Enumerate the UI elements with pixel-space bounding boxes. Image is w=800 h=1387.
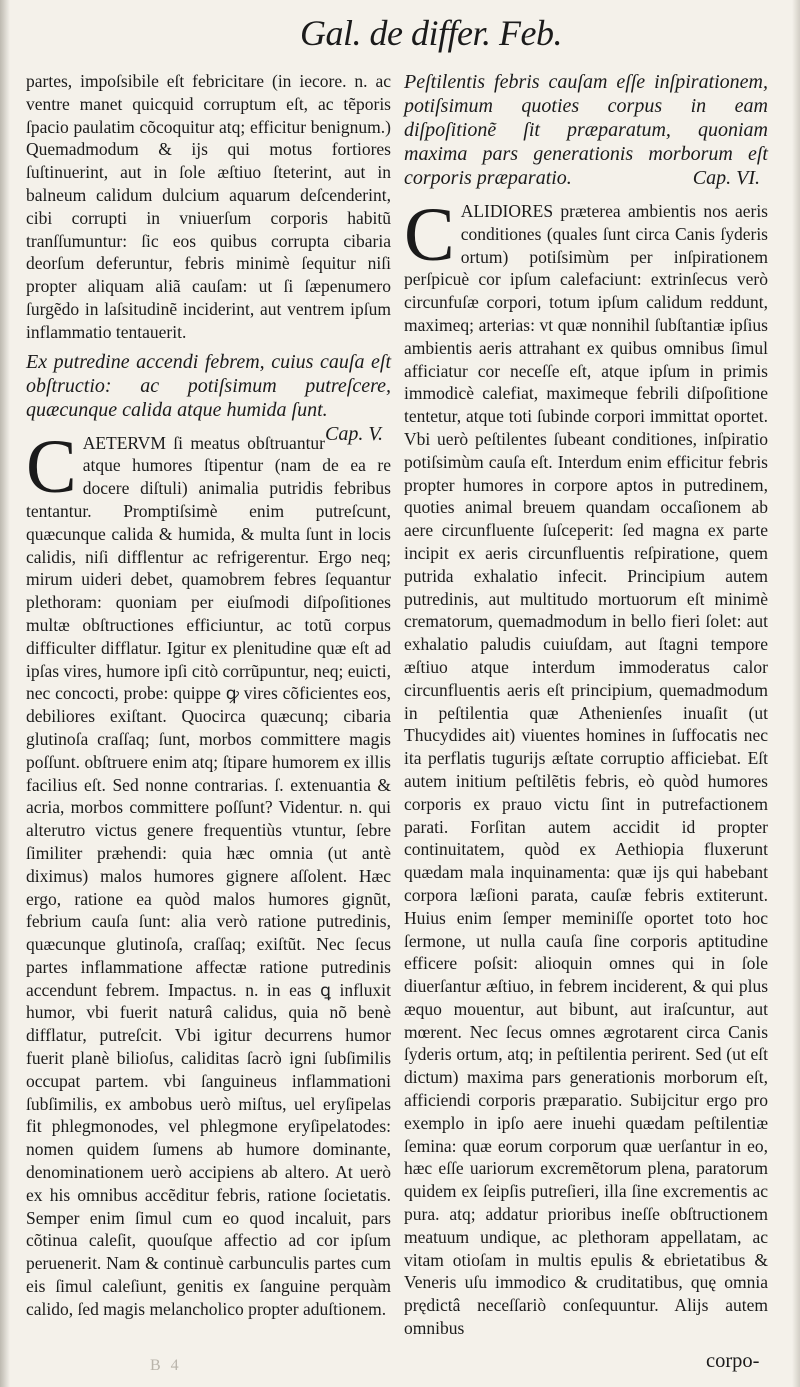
chapter-vi-heading xyxy=(404,70,768,190)
chapter-v-number: Cap. V. xyxy=(325,422,383,445)
chapter-vi-lead-word: ALIDIORES xyxy=(460,201,554,221)
chapter-vi-heading-text: Peſtilentis febris cauſam eſſe inſpirationem, potiſsimum quoties corpus in eam diſpoſitionẽ ſit præparatum, quoniam maxima pars generationis morborum eſt corporis præparatio. xyxy=(404,71,768,189)
chapter-vi-body xyxy=(404,193,768,1340)
right-column xyxy=(404,70,768,1340)
drop-cap: C xyxy=(404,193,455,277)
chapter-vi-text: præterea ambientis nos aeris conditiones (quales ſunt circa Canis ſyderis ortum) potiſsimùm per inſpirationem perſpicuè cor ipſum calefaciunt: extrinſecus verò circunfuſæ corpori, totum ipſum calidum reddunt, maximeq; arterias: vt quæ nonnihil ſubſtantiæ ipſius ambientis aeris attrahant ex quibus omnibus ſimul afficiatur cor neceſſe eſt, atque ipſum in primis immodicè calefiat, maximeque febrili diſpoſitione tentetur, atque toti ſubinde corpori immittat oportet. Vbi uerò peſtilentes ſubeant conditiones, inſpiratio potiſsimùm cauſa eſt. Interdum enim efficitur febris propter humores in corpore aptos in putredinem, quoties animal breuem quandam occaſionem ab aere circunfluente ſuſceperit: ſed magna ex parte incipit ex aeris circunfluentis reſpiratione, quem putrida exhalatio infecit. Principium autem putredinis, aut multitudo mortuorum eſt minimè crematorum, quemadmodum in bello fieri ſolet: aut exhalatio paludis cuiuſdam, aut ſtagni tempore æſtiuo atque interdum immoderatus calor circunfluentis aeris eſt principium, quemadmodum in peſtilentia quæ Athenienſes inuaſit (ut Thucydides ait) viuentes homines in ſuffocatis nec ita perflatis tugurijs æſtate corruptio afficiebat. Eſt autem initium peſtilẽtis febris, eò quòd humores corporis ex prauo victu ſint in putrefactionem parati. Forſitan autem accidit id propter continuitatem, quòd ex Aethiopia fluxerunt quædam mala inquinamenta: quæ ijs qui habebant corpora læſioni parata, cauſæ febris extiterunt. Huius enim ſemper meminiſſe oportet toto hoc ſermone, ut nulla cauſa ſine corporis aptitudine efficere poſsit: alioquin omnes qui in ſole diuerſantur æſtiuo, in febrem inciderent, & qui plus æquo mouentur, aut bibunt, aut iraſcuntur, aut mœrent. Nec ſecus omnes ægrotarent circa Canis ſyderis ortum, atq; in peſtilentia perirent. Sed (ut eſt dictum) maxima pars generationis morborum eſt, afficiendi corporis præparatio. Subijcitur ergo pro exemplo in ipſo aere inuehi quædam peſtilentiæ ſemina: quæ eorum corporum quæ uerſantur in eo, hæc eſſe uariorum excremẽtorum plena, paratorum quidem ex ſeipſis putreſieri, illa ſine excrementis ac pura. atq; addatur prioribus ineſſe obſtructionem meatuum undique, ac plethoram appellatam, ac vitam otioſam in multis epulis & ebrietatibus & Veneris uſu immodico & cruditatibus, quę omnia prędictâ neceſſariò conſequuntur. Alijs autem omnibus xyxy=(404,201,768,1339)
chapter-v-heading-text: Ex putredine accendi febrem, cuius cauſa eſt obſtructio: ac potiſsimum putreſcere, quæcunque calida atque humida ſunt. xyxy=(26,350,391,421)
catchword: corpo- xyxy=(706,1350,760,1372)
chapter-v-text: ſi meatus obſtruantur atque humores ſtipentur (nam de ea re docere diſtuli) animalia putridis febribus tentantur. Promptiſsimè enim putreſcunt, quæcunque calida & humida, & multa ſunt in locis calidis, niſi difflentur ac refrigerentur. Ergo neq; mirum uideri debet, quamobrem febres ſequantur plethoram: quoniam per eiuſmodi diſpoſitiones multæ obſtructiones efficiuntur, ac totũ corpus difficulter difflatur. Igitur ex plenitudine quæ eſt ad ipſas vires, humore ipſi citò corrũpuntur, neq; euicti, nec concocti, probe: quippe ꝙ vires cõficientes eos, debiliores exiſtant. Quocirca quæcunq; cibaria glutinoſa craſſaq; ſunt, morbos committere magis poſſunt. obſtruere enim atq; ſtipare humorem ex illis facilius eſt. Sed nonne contrarias. ſ. extenuantia & acria, morbos committere poſſunt? Videntur. n. qui alterutro victus genere frequentiùs vtuntur, ſebre ſimiliter præhendi: quia hæc omnia (ut antè diximus) malos humores gignere aſſolent. Hæc ergo, ratione ea quòd malos humores gignũt, febrium cauſa ſunt: alia verò ratione putredinis, quæcunque glutinoſa, craſſaq; exiſtũt. Nec ſecus partes inflammatione affectæ ratione putredinis accendunt febrem. Impactus. n. in eas ꝗ influxit humor, vbi fuerit naturâ calidus, quia nõ benè difflatur, putreſcit. Vbi igitur decurrens humor fuerit planè bilioſus, caliditas ſacrò igni ſubſimilis occupat partem. vbi ſanguineus inflammationi ſubſimilis, ex ambobus uerò miſtus, uel eryſipelas fit phlegmonodes, vel phlegmone eryſipelatodes: nomen quidem ſumens ab humore dominante, denominationem uerò accipiens ab altero. At uerò ex his omnibus accẽditur febris, ratione ſocietatis. Semper enim ſimul cum eo quod incaluit, pars cõtinua caleſit, quouſque affectio ad cor ipſum peruenerit. Nam & continuè carbunculis partes cum eis ſimul caleſiunt, genitis ex ſanguine perquàm calido, ſed magis melancholico propter aduſtionem. xyxy=(26,432,391,1319)
running-head: Gal. de differ. Feb. xyxy=(300,13,562,53)
page-edge xyxy=(792,0,800,1387)
left-paragraph-continuation: partes, impoſsibile eſt febricitare (in iecore. n. ac ventre manet quicquid corruptum eſt, ac tẽporis ſpacio paulatim cõcoquitur atq; efficitur benignum.) Quemadmodum & ijs qui motus fortiores ſuſtinuerint, aut in ſole æſtiuo ſteterint, aut in balneum calidum dulcium aquarum deſcenderint, cibi corrupti in vniuerſum corporis habitũ tranſſumuntur: ſic eos quibus corrupta cibaria deorſum deferuntur, febris minimè ſequitur niſi propter aliquam aliã cauſam: ut ſi ſæpenumero ſurgẽdo in laſsitudinẽ inciderint, aut ventrem ipſum inflammatio tentauerit. xyxy=(26,71,391,342)
chapter-vi-number: Cap. VI. xyxy=(692,167,760,189)
drop-cap: C xyxy=(26,424,77,509)
signature-mark: B 4 xyxy=(150,1357,182,1374)
chapter-v-body xyxy=(26,424,391,1321)
left-column xyxy=(26,70,391,1321)
chapter-v-lead-word: AETERVM xyxy=(82,432,166,453)
page-gutter-shadow xyxy=(0,0,10,1387)
